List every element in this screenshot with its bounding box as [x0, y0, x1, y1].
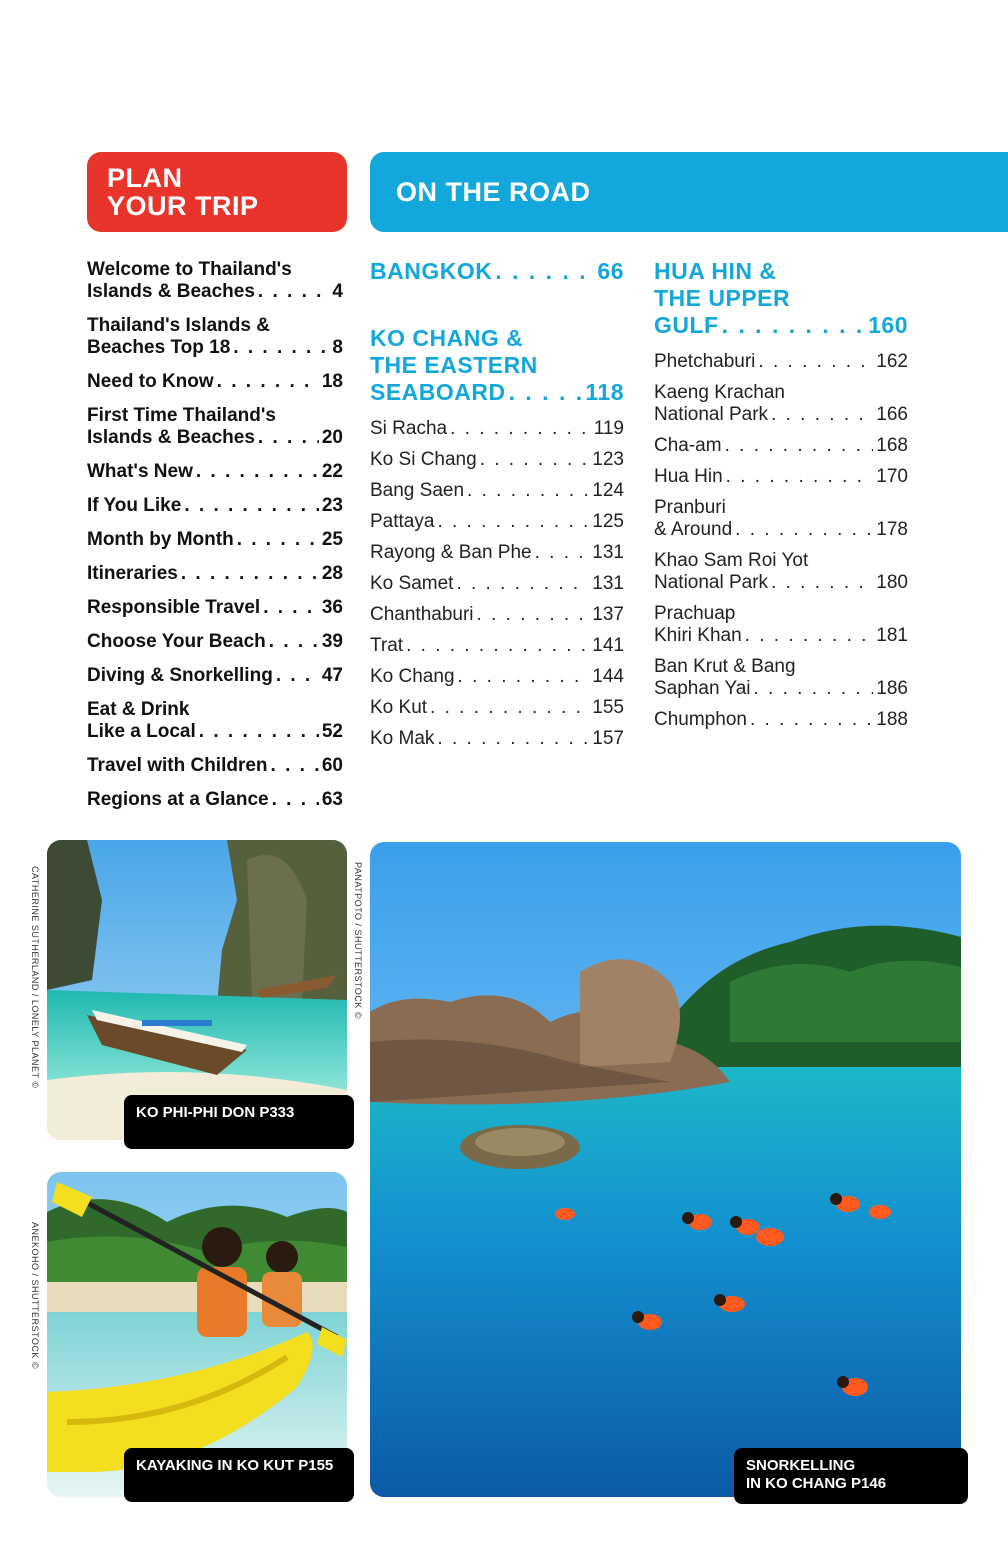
- toc-entry[interactable]: [87, 405, 343, 449]
- toc-entry[interactable]: [370, 635, 624, 657]
- toc-entry[interactable]: [654, 550, 908, 594]
- toc-entry-label: Responsible Travel: [87, 597, 261, 618]
- toc-entry-page: 162: [876, 351, 908, 372]
- plan-title-line1: PLAN: [107, 163, 183, 193]
- toc-entry-page: 60: [321, 755, 343, 776]
- toc-entry-label: Month by Month: [87, 529, 234, 550]
- toc-entry-line1: First Time Thailand's: [87, 405, 276, 426]
- toc-entry-label: Beaches Top 18: [87, 337, 231, 358]
- toc-entry[interactable]: [87, 597, 343, 619]
- toc-entry-label: Ko Kut: [370, 697, 428, 718]
- photo-caption: KAYAKING IN KO KUT P155: [124, 1448, 354, 1502]
- toc-entry-page: 166: [876, 404, 908, 425]
- section-ko-chang[interactable]: [370, 325, 624, 406]
- toc-entry-line1: Khao Sam Roi Yot: [654, 550, 809, 571]
- toc-entry[interactable]: [87, 755, 343, 777]
- toc-entry-page: 123: [592, 449, 624, 470]
- photo-snorkelling: [370, 842, 961, 1497]
- toc-entry-label: Saphan Yai: [654, 678, 751, 699]
- toc-entry[interactable]: [370, 728, 624, 750]
- section-line2: THE EASTERN: [370, 352, 538, 378]
- road-title: ON THE ROAD: [396, 177, 591, 207]
- toc-entry-page: 119: [593, 418, 624, 439]
- toc-entry[interactable]: [370, 418, 624, 440]
- toc-entry-page: 168: [876, 435, 908, 456]
- toc-entry-page: 188: [876, 709, 908, 730]
- toc-entry-page: 137: [592, 604, 624, 625]
- toc-entry[interactable]: [370, 542, 624, 564]
- toc-entry[interactable]: [654, 435, 908, 457]
- toc-entry-label: Si Racha: [370, 418, 448, 439]
- section-page: 66: [597, 258, 624, 284]
- toc-entry-page: 18: [321, 371, 343, 392]
- hua-hin-list: [654, 351, 908, 731]
- toc-entry-label: Ko Samet: [370, 573, 454, 594]
- toc-entry[interactable]: [370, 480, 624, 502]
- toc-entry-label: National Park: [654, 572, 769, 593]
- section-hua-hin[interactable]: [654, 258, 908, 339]
- toc-entry-label: Need to Know: [87, 371, 214, 392]
- toc-entry[interactable]: [654, 466, 908, 488]
- toc-entry-label: Hua Hin: [654, 466, 723, 487]
- caption-line2: IN KO CHANG P146: [746, 1475, 887, 1492]
- toc-entry-label: Ko Mak: [370, 728, 435, 749]
- plan-toc-list: [87, 259, 343, 823]
- toc-entry[interactable]: [370, 604, 624, 626]
- plan-your-trip-banner: [87, 152, 347, 232]
- toc-entry-label: Rayong & Ban Phe: [370, 542, 532, 563]
- toc-entry-page: 25: [321, 529, 343, 550]
- toc-entry[interactable]: [654, 497, 908, 541]
- toc-entry[interactable]: [370, 449, 624, 471]
- toc-entry-label: Islands & Beaches: [87, 281, 255, 302]
- toc-entry-line1: Kaeng Krachan: [654, 382, 785, 403]
- toc-entry[interactable]: [654, 603, 908, 647]
- photo-caption: [734, 1448, 968, 1504]
- toc-entry-page: 22: [321, 461, 343, 482]
- on-the-road-banner: [370, 152, 1008, 232]
- toc-entry-page: 4: [332, 281, 343, 302]
- toc-entry[interactable]: [654, 709, 908, 731]
- toc-entry[interactable]: [87, 631, 343, 653]
- toc-entry-label: What's New: [87, 461, 193, 482]
- toc-entry[interactable]: [87, 461, 343, 483]
- toc-entry-label: Ko Chang: [370, 666, 455, 687]
- toc-entry-page: 170: [876, 466, 908, 487]
- toc-entry-label: Bang Saen: [370, 480, 465, 501]
- toc-entry[interactable]: [87, 789, 343, 811]
- toc-entry-label: National Park: [654, 404, 769, 425]
- toc-entry[interactable]: [87, 699, 343, 743]
- toc-entry-page: 36: [321, 597, 343, 618]
- section-line2: THE UPPER: [654, 285, 791, 311]
- toc-entry-label: Phetchaburi: [654, 351, 756, 372]
- photo-caption: KO PHI-PHI DON P333: [124, 1095, 354, 1149]
- section-bangkok[interactable]: [370, 258, 624, 285]
- toc-entry[interactable]: [87, 315, 343, 359]
- toc-entry[interactable]: [87, 563, 343, 585]
- section-line1: KO CHANG &: [370, 325, 524, 351]
- toc-entry-label: Diving & Snorkelling: [87, 665, 273, 686]
- toc-entry-page: 157: [592, 728, 624, 749]
- toc-entry-label: & Around: [654, 519, 733, 540]
- toc-entry-page: 124: [592, 480, 624, 501]
- section-label: GULF: [654, 312, 719, 338]
- toc-entry[interactable]: [370, 573, 624, 595]
- toc-entry-page: 8: [332, 337, 343, 358]
- toc-entry-label: Chumphon: [654, 709, 747, 730]
- toc-entry-page: 20: [321, 427, 343, 448]
- toc-entry-page: 125: [592, 511, 624, 532]
- toc-entry[interactable]: [87, 259, 343, 303]
- photo-credit: CATHERINE SUTHERLAND / LONELY PLANET ©: [30, 866, 40, 1089]
- toc-entry-label: Ko Si Chang: [370, 449, 477, 470]
- plan-title-line2: YOUR TRIP: [107, 191, 259, 221]
- toc-entry-page: 141: [592, 635, 624, 656]
- toc-entry[interactable]: [654, 351, 908, 373]
- snorkelling-illustration: [370, 842, 961, 1497]
- section-label: BANGKOK: [370, 258, 493, 284]
- toc-entry-page: 131: [592, 573, 624, 594]
- ko-chang-list: [370, 418, 624, 750]
- toc-entry-page: 63: [321, 789, 343, 810]
- toc-entry-label: Like a Local: [87, 721, 196, 742]
- toc-entry-label: Itineraries: [87, 563, 178, 584]
- toc-entry-page: 144: [592, 666, 624, 687]
- toc-entry-label: Travel with Children: [87, 755, 268, 776]
- toc-entry[interactable]: [87, 529, 343, 551]
- toc-entry[interactable]: [370, 511, 624, 533]
- toc-entry-page: 178: [876, 519, 908, 540]
- toc-entry-label: Pattaya: [370, 511, 435, 532]
- toc-entry[interactable]: [370, 697, 624, 719]
- toc-entry-label: Regions at a Glance: [87, 789, 269, 810]
- toc-entry-label: Choose Your Beach: [87, 631, 266, 652]
- toc-entry-label: Chanthaburi: [370, 604, 474, 625]
- toc-entry-page: 155: [592, 697, 624, 718]
- toc-entry-label: If You Like: [87, 495, 182, 516]
- toc-entry[interactable]: [87, 665, 343, 687]
- toc-entry-page: 186: [876, 678, 908, 699]
- toc-entry-label: Cha-am: [654, 435, 722, 456]
- toc-entry-page: 181: [876, 625, 908, 646]
- toc-entry-page: 52: [321, 721, 343, 742]
- toc-entry-line1: Pranburi: [654, 497, 726, 518]
- toc-entry-label: Khiri Khan: [654, 625, 742, 646]
- toc-entry-page: 23: [321, 495, 343, 516]
- toc-entry[interactable]: [370, 666, 624, 688]
- toc-entry-page: 47: [321, 665, 343, 686]
- section-page: 118: [585, 379, 624, 405]
- photo-credit: PANATPOTO / SHUTTERSTOCK ©: [353, 862, 363, 1019]
- toc-entry[interactable]: [87, 495, 343, 517]
- toc-entry-label: Trat: [370, 635, 404, 656]
- toc-entry-page: 180: [876, 572, 908, 593]
- toc-entry-line1: Thailand's Islands &: [87, 315, 270, 336]
- toc-entry-label: Islands & Beaches: [87, 427, 255, 448]
- toc-entry-line1: Eat & Drink: [87, 699, 190, 720]
- toc-entry-line1: Welcome to Thailand's: [87, 259, 292, 280]
- toc-entry-page: 28: [321, 563, 343, 584]
- toc-entry-page: 39: [321, 631, 343, 652]
- toc-entry-line1: Prachuap: [654, 603, 736, 624]
- toc-entry[interactable]: [87, 371, 343, 393]
- toc-entry[interactable]: [654, 656, 908, 700]
- road-column-east: [370, 258, 624, 759]
- caption-line1: SNORKELLING: [746, 1457, 856, 1474]
- toc-entry-page: 131: [592, 542, 624, 563]
- toc-entry[interactable]: [654, 382, 908, 426]
- photo-credit: ANEKOHO / SHUTTERSTOCK ©: [30, 1222, 40, 1369]
- section-page: 160: [868, 312, 908, 338]
- section-line1: HUA HIN &: [654, 258, 777, 284]
- toc-entry-line1: Ban Krut & Bang: [654, 656, 796, 677]
- section-label: SEABOARD: [370, 379, 506, 405]
- road-column-gulf: [654, 258, 908, 740]
